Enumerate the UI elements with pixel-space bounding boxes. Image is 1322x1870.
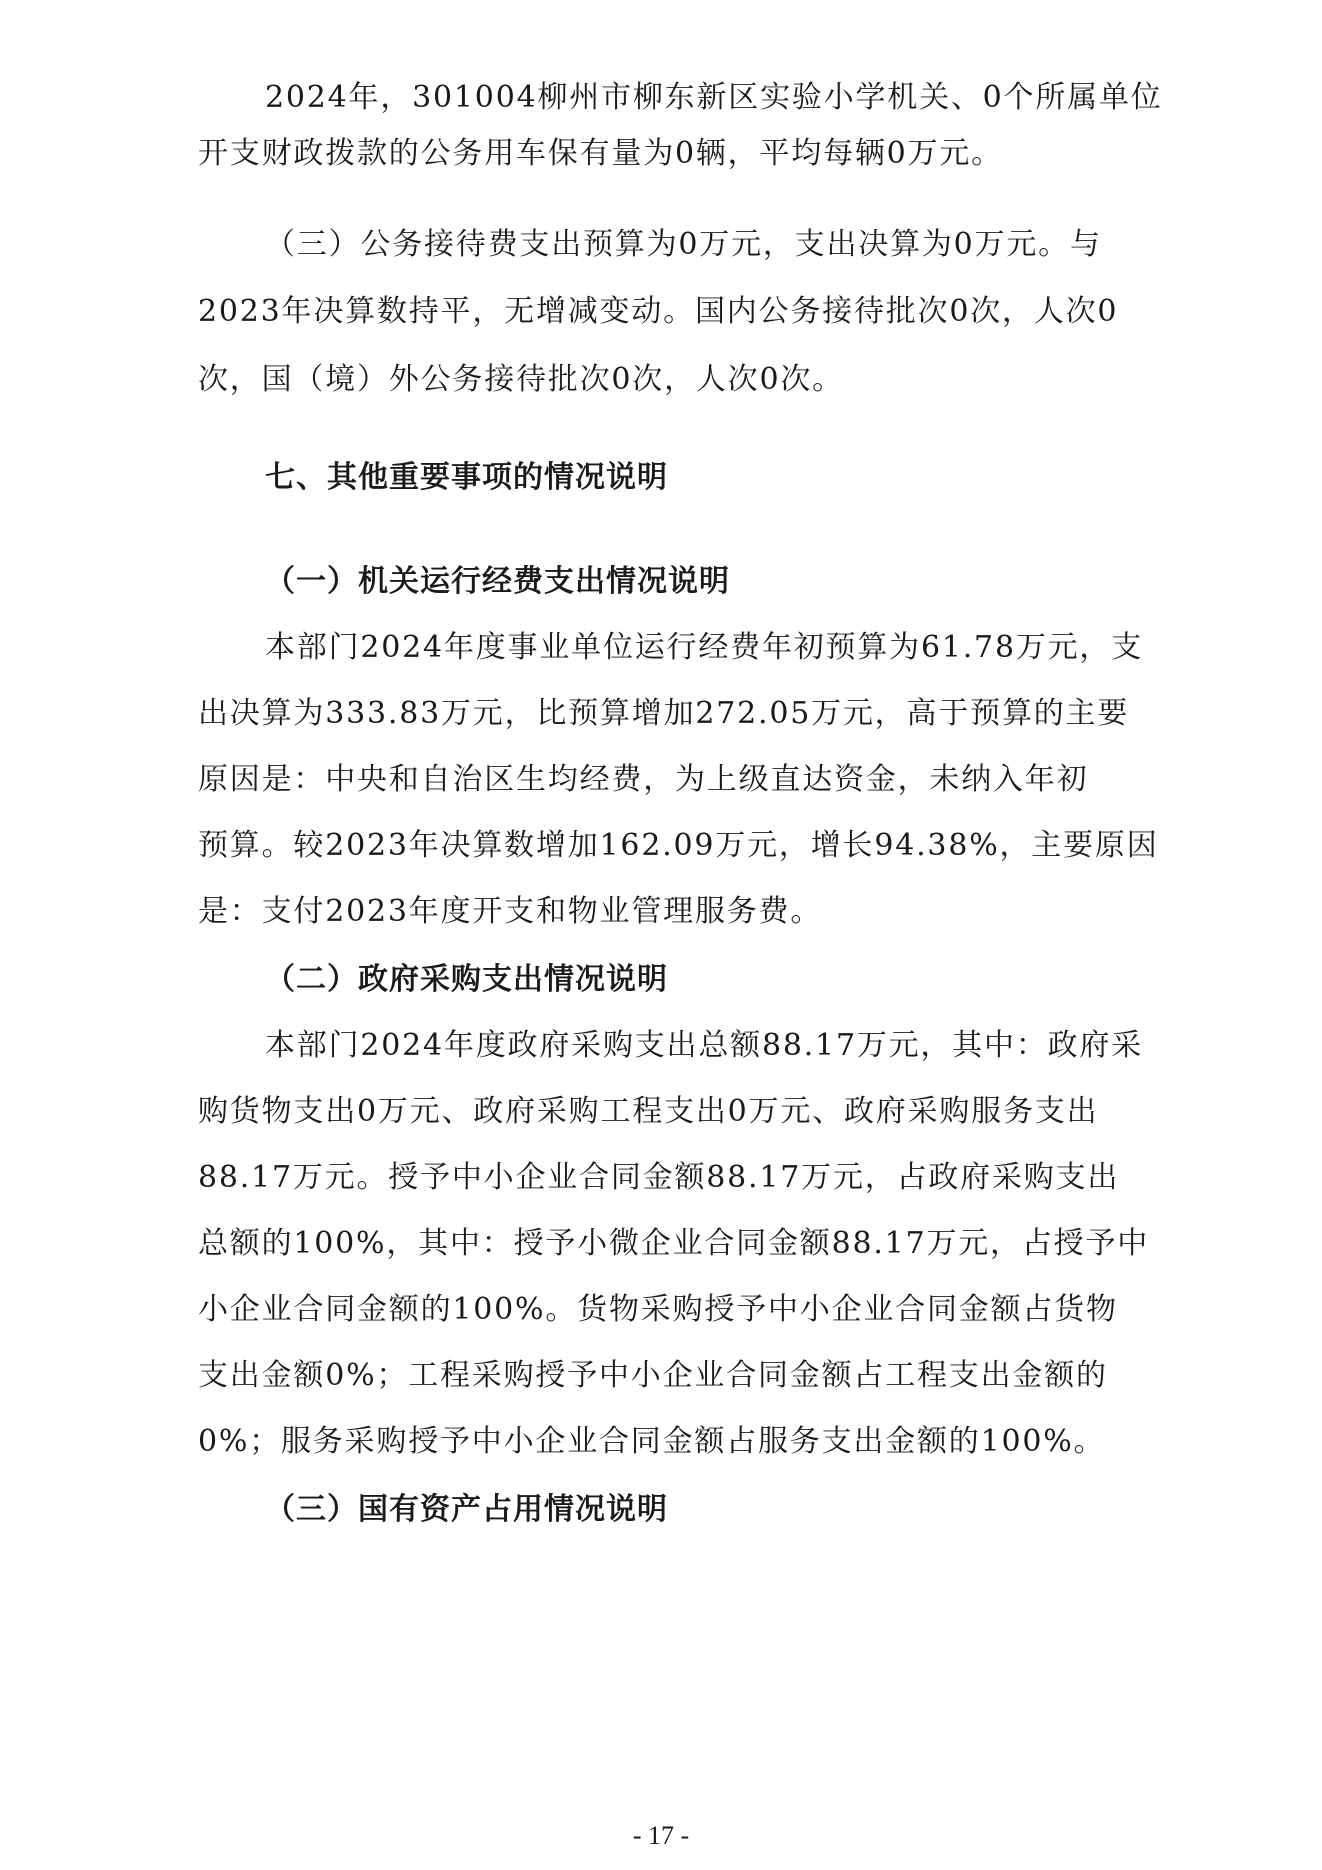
paragraph-line: （三）公务接待费支出预算为0万元，支出决算为0万元。与 <box>265 227 1102 262</box>
paragraph-line: 是：支付2023年度开支和物业管理服务费。 <box>198 894 823 929</box>
paragraph-line: 原因是：中央和自治区生均经费，为上级直达资金，未纳入年初 <box>198 762 1089 797</box>
paragraph-line: 88.17万元。授予中小企业合同金额88.17万元，占政府采购支出 <box>198 1160 1120 1195</box>
paragraph-line: 支出金额0%；工程采购授予中小企业合同金额占工程支出金额的 <box>198 1358 1108 1393</box>
paragraph-line: 小企业合同金额的100%。货物采购授予中小企业合同金额占货物 <box>198 1292 1118 1327</box>
paragraph-line: 购货物支出0万元、政府采购工程支出0万元、政府采购服务支出 <box>198 1094 1099 1129</box>
paragraph-line: 本部门2024年度政府采购支出总额88.17万元，其中：政府采 <box>265 1028 1144 1063</box>
paragraph-line: 次，国（境）外公务接待批次0次，人次0次。 <box>198 362 844 397</box>
paragraph-line: 本部门2024年度事业单位运行经费年初预算为61.78万元，支 <box>265 630 1144 665</box>
paragraph-line: 出决算为333.83万元，比预算增加272.05万元，高于预算的主要 <box>198 696 1130 731</box>
subsection-heading: （三）国有资产占用情况说明 <box>265 1492 668 1527</box>
page-number: - 17 - <box>632 1821 690 1850</box>
paragraph-line: 开支财政拨款的公务用车保有量为0辆，平均每辆0万元。 <box>198 136 1003 171</box>
paragraph-line: 总额的100%，其中：授予小微企业合同金额88.17万元，占授予中 <box>198 1226 1150 1261</box>
paragraph-line: 2023年决算数持平，无增减变动。国内公务接待批次0次，人次0 <box>198 294 1119 329</box>
paragraph-line: 预算。较2023年决算数增加162.09万元，增长94.38%，主要原因 <box>198 828 1159 863</box>
paragraph-line: 0%；服务采购授予中小企业合同金额占服务支出金额的100%。 <box>198 1424 1106 1459</box>
section-heading: 七、其他重要事项的情况说明 <box>265 460 668 495</box>
subsection-heading: （二）政府采购支出情况说明 <box>265 962 668 997</box>
subsection-heading: （一）机关运行经费支出情况说明 <box>265 564 730 599</box>
paragraph-line: 2024年，301004柳州市柳东新区实验小学机关、0个所属单位 <box>265 80 1163 115</box>
